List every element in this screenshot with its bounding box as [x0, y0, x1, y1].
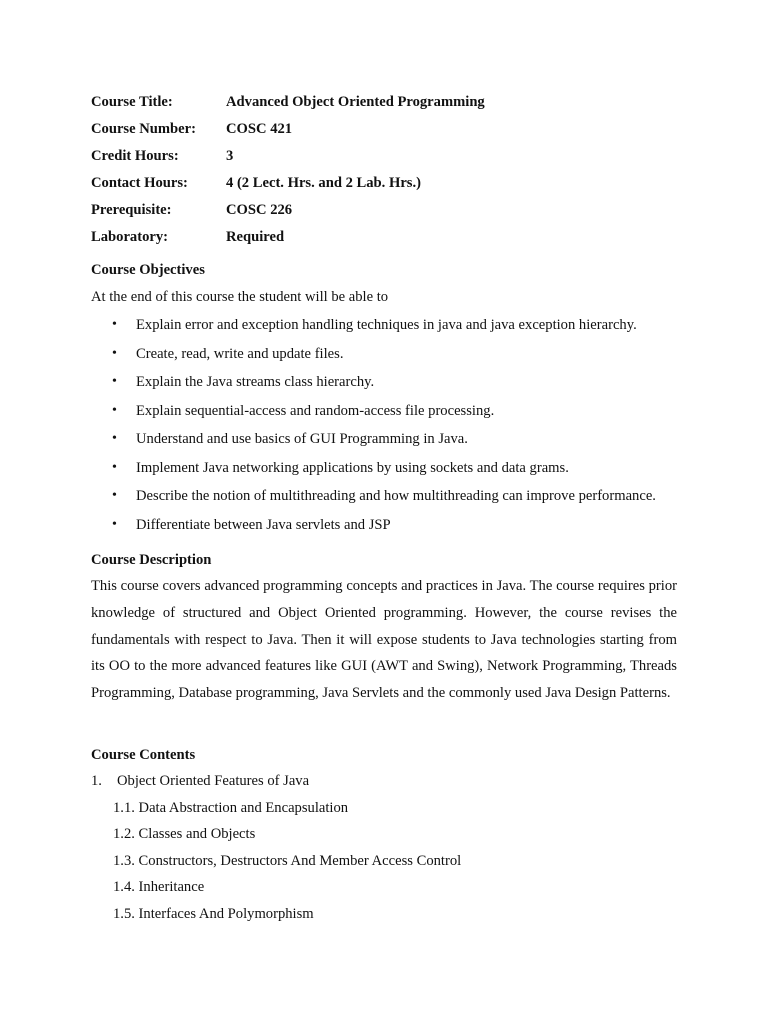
- list-item: [112, 430, 656, 459]
- bullet-icon: •: [112, 317, 117, 332]
- description-paragraph: This course covers advanced programming concepts and practices in Java. The course requires prior knowledge of structured and Object Oriented programming. However, the course revises the fundamentals with respect to Java. Then it will expose students to Java technologies starting from its OO to the more advanced features like GUI (AWT and Swing), Network Programming, Threads Programming, Database programming, Java Servlets and the commonly used Java Design Patterns.: [91, 578, 677, 702]
- course-info-table: [91, 89, 485, 251]
- list-item: [112, 373, 656, 402]
- info-value: 4 (2 Lect. Hrs. and 2 Lab. Hrs.): [226, 175, 421, 191]
- info-label: Credit Hours:: [91, 148, 179, 164]
- objectives-intro: At the end of this course the student will be able to: [91, 289, 389, 305]
- prerequisite-row: [91, 197, 485, 224]
- list-item: [112, 345, 656, 374]
- bullet-icon: •: [112, 345, 117, 361]
- list-item: [112, 316, 656, 345]
- contact-hours-row: [91, 170, 485, 197]
- list-item-text: Implement Java networking applications by using sockets and data grams.: [136, 459, 569, 476]
- info-value: 3: [226, 148, 234, 164]
- sub-item: 1.4. Inheritance: [113, 879, 205, 895]
- course-title-row: [91, 89, 485, 116]
- bullet-icon: •: [112, 374, 117, 389]
- sub-item: 1.5. Interfaces And Polymorphism: [113, 905, 314, 922]
- list-item: [112, 516, 656, 545]
- chapter-title: Object Oriented Features of Java: [117, 773, 310, 789]
- bullet-icon: •: [112, 431, 117, 446]
- bullet-icon: •: [112, 459, 117, 475]
- info-value: Advanced Object Oriented Programming: [226, 94, 485, 110]
- list-item: [112, 487, 656, 516]
- info-label: Course Number:: [91, 121, 196, 137]
- laboratory-row: [91, 224, 485, 251]
- info-value: COSC 421: [226, 121, 293, 137]
- contents-heading: Course Contents: [91, 747, 196, 763]
- info-label: Course Title:: [91, 94, 173, 110]
- list-item-text: Understand and use basics of GUI Programming in Java.: [136, 431, 468, 447]
- course-number-row: [91, 116, 485, 143]
- info-label: Contact Hours:: [91, 175, 188, 191]
- info-label: Prerequisite:: [91, 202, 172, 218]
- list-item-text: Explain the Java streams class hierarchy.: [136, 374, 375, 390]
- objectives-heading: Course Objectives: [91, 262, 205, 278]
- list-item: [112, 459, 656, 488]
- chapter-item: [91, 772, 461, 799]
- list-item-text: Explain error and exception handling techniques in java and java exception hierarchy.: [136, 317, 637, 333]
- credit-hours-row: [91, 143, 485, 170]
- bullet-icon: •: [112, 488, 117, 503]
- list-item-text: Explain sequential-access and random-access file processing.: [136, 402, 495, 419]
- description-heading: Course Description: [91, 552, 212, 568]
- chapter-number: 1.: [91, 773, 102, 789]
- contents-list: [91, 772, 461, 931]
- sub-item: 1.3. Constructors, Destructors And Member Access Control: [113, 852, 462, 869]
- bullet-icon: •: [112, 516, 117, 532]
- sub-item: 1.1. Data Abstraction and Encapsulation: [113, 799, 349, 816]
- sub-item: 1.2. Classes and Objects: [113, 826, 256, 842]
- bullet-icon: •: [112, 402, 117, 418]
- list-item-text: Describe the notion of multithreading and how multithreading can improve performance.: [136, 488, 656, 504]
- list-item-text: Create, read, write and update files.: [136, 345, 344, 362]
- info-value: Required: [226, 229, 285, 245]
- info-value: COSC 226: [226, 202, 293, 218]
- objectives-list: [112, 316, 656, 544]
- info-label: Laboratory:: [91, 229, 169, 245]
- list-item: [112, 402, 656, 431]
- list-item-text: Differentiate between Java servlets and JSP: [136, 516, 391, 533]
